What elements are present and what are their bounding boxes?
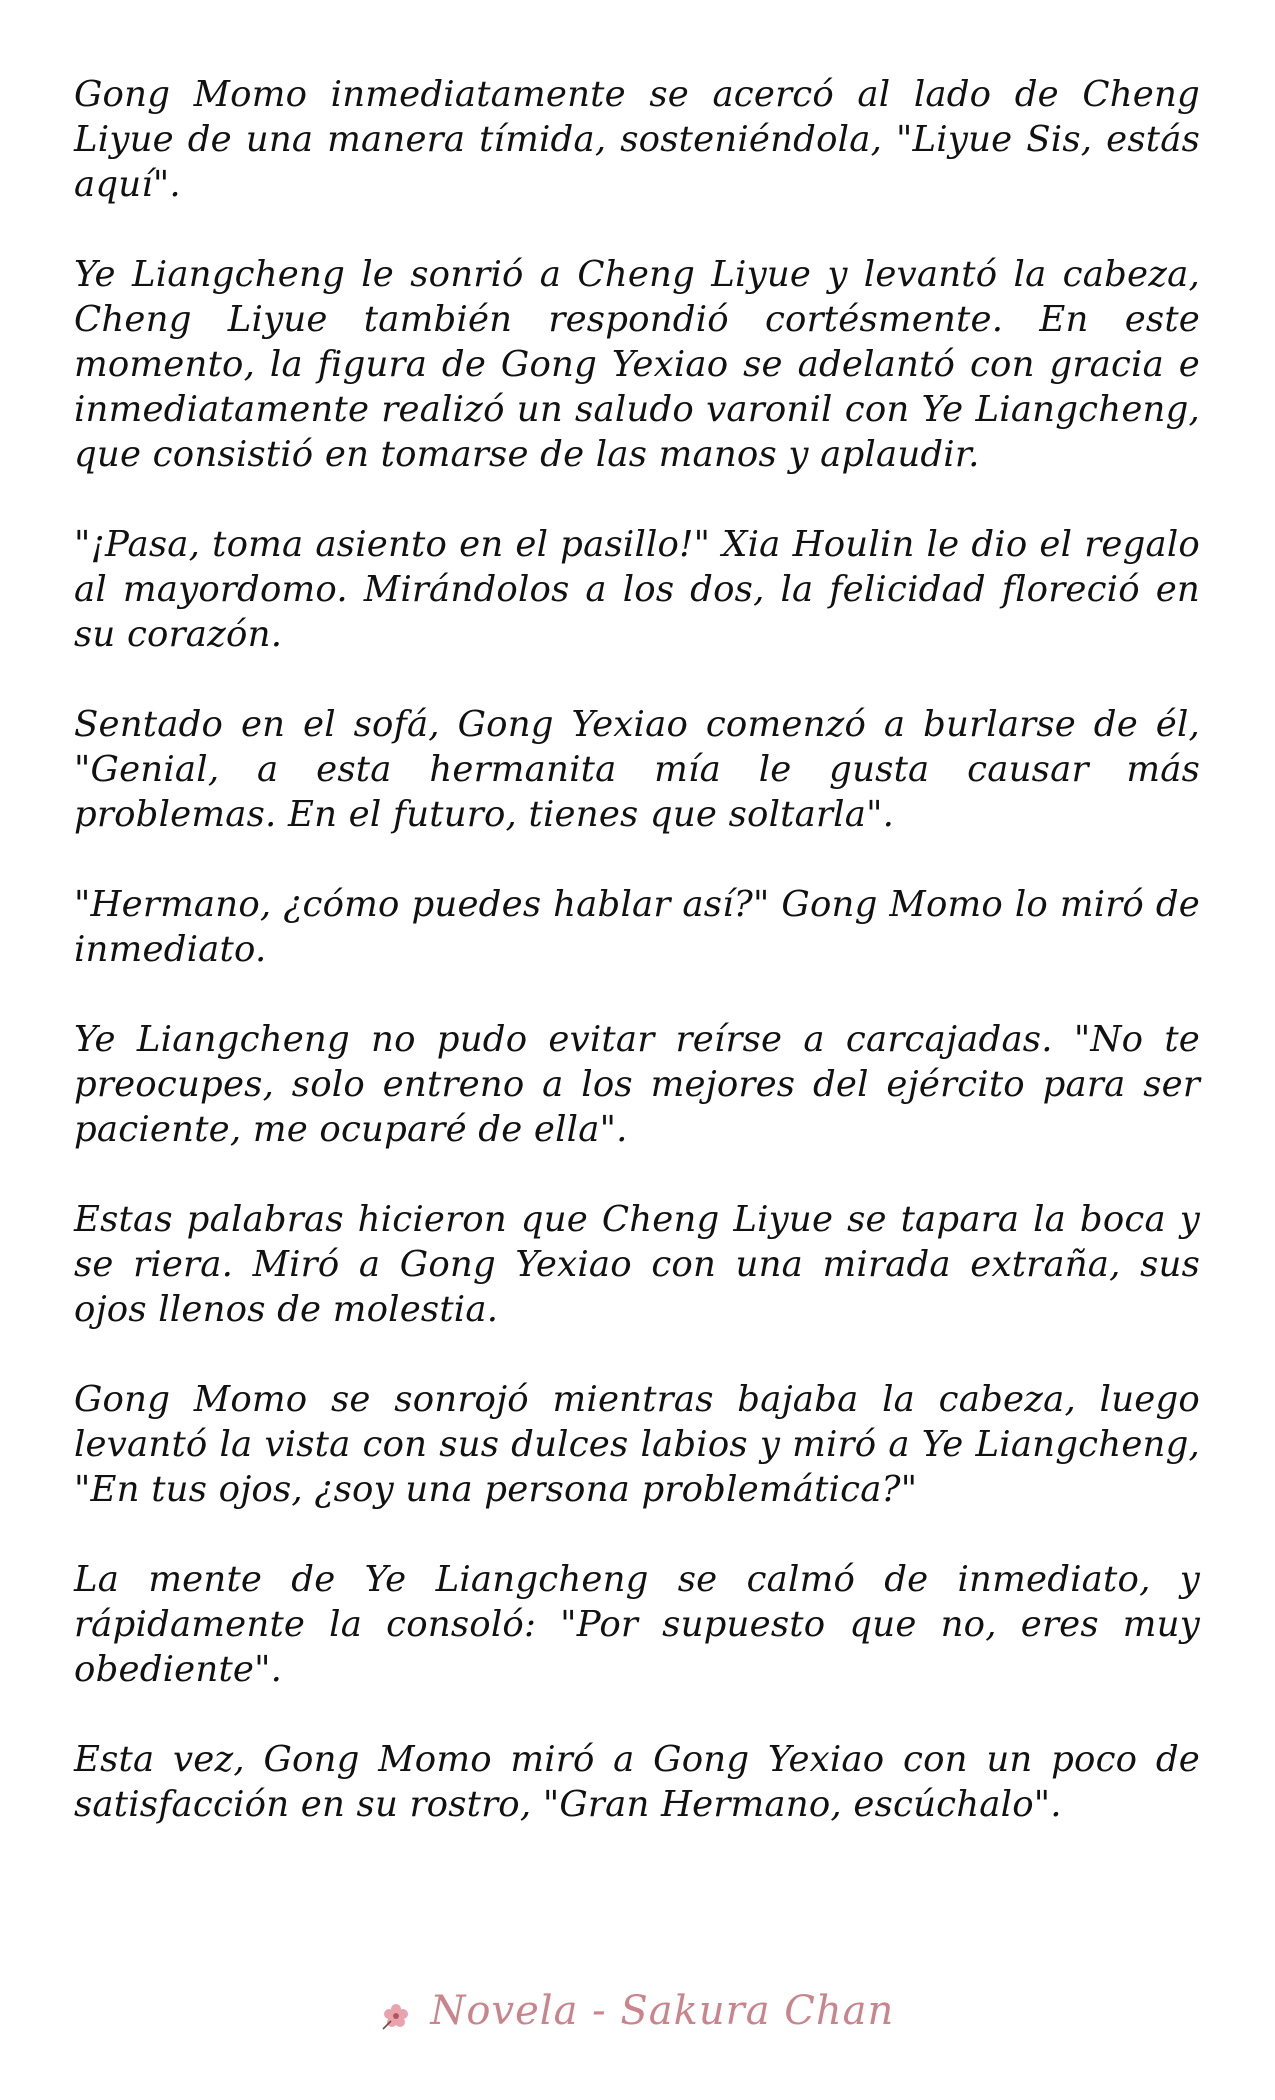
paragraph-4: Sentado en el sofá, Gong Yexiao comenzó a burlarse de él, "Genial, a esta hermanita mía le gusta causar más problemas. En el futuro, tienes que soltarla". <box>74 704 1200 835</box>
paragraph-8: Gong Momo se sonrojó mientras bajaba la cabeza, luego levantó la vista con sus dulces labios y miró a Ye Liangcheng, "En tus ojos, ¿soy una persona problemática?" <box>74 1379 1200 1510</box>
paragraph-3: "¡Pasa, toma asiento en el pasillo!" Xia Houlin le dio el regalo al mayordomo. Mirándolos a los dos, la felicidad floreció en su corazón. <box>74 524 1200 655</box>
paragraph-7: Estas palabras hicieron que Cheng Liyue se tapara la boca y se riera. Miró a Gong Yexiao con una mirada extraña, sus ojos llenos de molestia. <box>74 1199 1200 1330</box>
watermark <box>0 1988 1275 2034</box>
paragraph-6: Ye Liangcheng no pudo evitar reírse a carcajadas. "No te preocupes, solo entreno a los mejores del ejército para ser paciente, me ocuparé de ella". <box>74 1019 1200 1150</box>
paragraph-2: Ye Liangcheng le sonrió a Cheng Liyue y levantó la cabeza, Cheng Liyue también respondió cortésmente. En este momento, la figura de Gong Yexiao se adelantó con gracia e inmediatamente realizó un saludo varonil con Ye Liangcheng, que consistió en tomarse de las manos y aplaudir. <box>74 254 1200 475</box>
paragraph-5: "Hermano, ¿cómo puedes hablar así?" Gong Momo lo miró de inmediato. <box>74 884 1200 970</box>
paragraph-9: La mente de Ye Liangcheng se calmó de inmediato, y rápidamente la consoló: "Por supuesto que no, eres muy obediente". <box>74 1559 1200 1690</box>
chapter-text <box>74 72 1200 1872</box>
paragraph-10: Esta vez, Gong Momo miró a Gong Yexiao con un poco de satisfacción en su rostro, "Gran Hermano, escúchalo". <box>74 1739 1200 1825</box>
cherry-blossom-icon <box>381 1995 411 2025</box>
paragraph-1: Gong Momo inmediatamente se acercó al lado de Cheng Liyue de una manera tímida, sosteniéndola, "Liyue Sis, estás aquí". <box>74 74 1200 205</box>
watermark-text: Novela - Sakura Chan <box>430 1988 895 2034</box>
